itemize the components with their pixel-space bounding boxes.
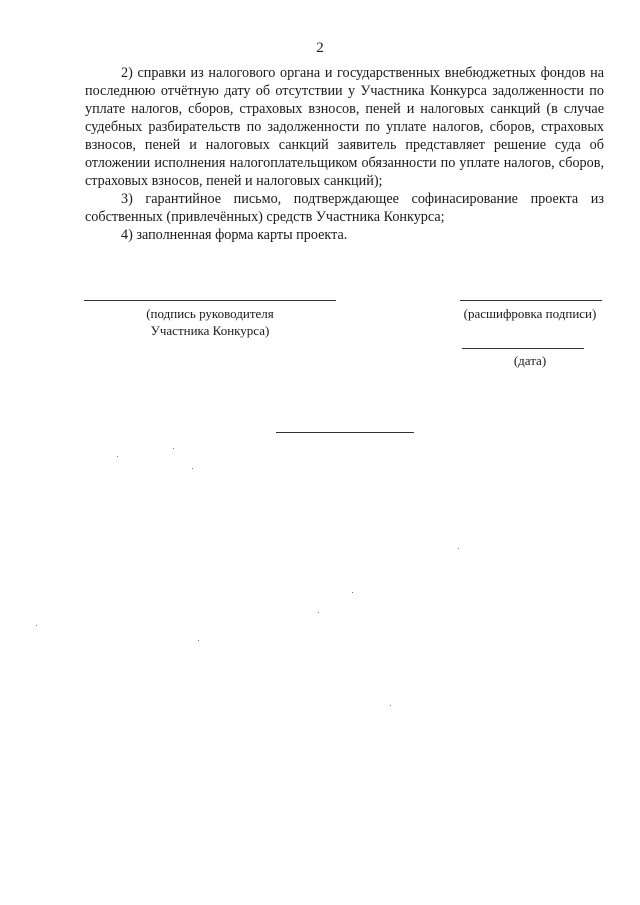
list-item-3: 3) гарантийное письмо, подтверждающее софинасирование проекта из собственных (привлечённых) средств Участника Конкурса; <box>85 191 604 225</box>
scan-speck <box>173 448 174 449</box>
date-line <box>462 348 584 349</box>
scan-speck <box>198 640 199 641</box>
document-body <box>85 64 604 244</box>
signature-caption <box>110 305 310 339</box>
signature-line <box>84 300 336 301</box>
scan-speck <box>458 548 459 549</box>
scan-speck <box>117 456 118 457</box>
decoding-line <box>460 300 602 301</box>
scan-speck <box>36 625 37 626</box>
scan-speck <box>390 705 391 706</box>
page-number: 2 <box>316 40 324 56</box>
decoding-caption: (расшифровка подписи) <box>463 306 597 321</box>
end-separator-line <box>276 432 414 433</box>
list-item-2: 2) справки из налогового органа и государственных внебюджетных фондов на последнюю отчётную дату об отсутствии у Участника Конкурса задолженности по уплате налогов, сборов, страховых взносов, пеней и налоговых санкций (в случае судебных разбирательств по задолженности по уплате налогов, сборов, страховых взносов, пеней и налоговых санкций заявитель представляет решение суда об отложении исполнения налогоплательщиком обязанности по уплате налогов, сборов, страховых взносов, пеней и налоговых санкций); <box>85 65 604 189</box>
scan-speck <box>352 592 353 593</box>
list-item-4: 4) заполненная форма карты проекта. <box>121 227 348 243</box>
signature-caption-line1: (подпись руководителя <box>146 306 274 321</box>
signature-caption-line2: Участника Конкурса) <box>150 323 270 338</box>
scan-speck <box>192 468 193 469</box>
date-caption: (дата) <box>513 353 547 368</box>
scan-speck <box>318 612 319 613</box>
